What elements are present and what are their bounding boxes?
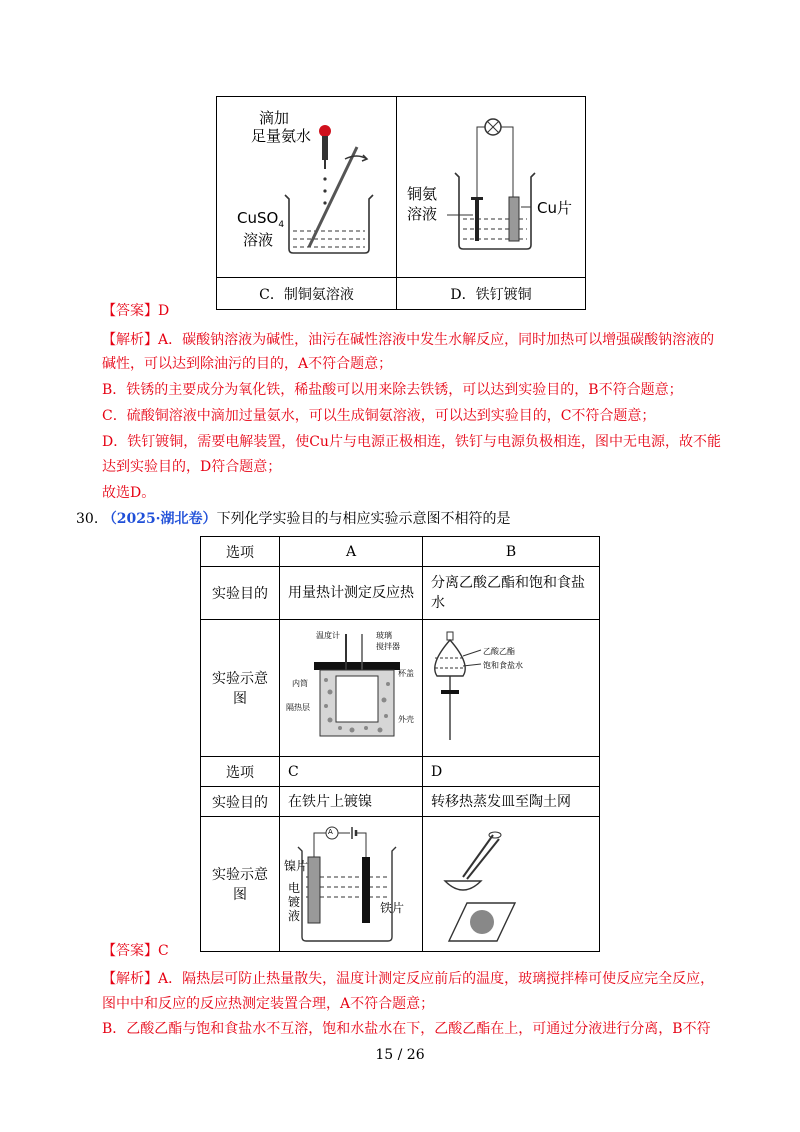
q30-answer: 【答案】C	[102, 943, 169, 959]
q30-options-table	[200, 536, 600, 952]
separatory-funnel-diagram	[423, 620, 599, 752]
cu-plate	[509, 197, 519, 241]
row-diagram-label: 实验示意 图	[201, 620, 280, 757]
question-source: （2025·湖北卷）	[102, 511, 217, 527]
d-caption: D．铁钉镀铜	[397, 278, 586, 310]
label-stirrer: 搅拌器	[376, 642, 400, 651]
q29-analysis-line-7: 故选D。	[102, 485, 156, 501]
d-purpose: 转移热蒸发皿至陶土网	[431, 793, 571, 810]
stopcock	[441, 690, 459, 694]
label-thermometer: 温度计	[316, 631, 340, 640]
c-caption: C．制铜氨溶液	[217, 278, 397, 310]
dropper-tube	[322, 136, 328, 160]
q30-analysis-line-3: B．乙酸乙酯与饱和食盐水不互溶，饱和水盐水在下，乙酸乙酯在上，可通过分液进行分离，B不符	[102, 1021, 711, 1037]
cell-c-diagram	[217, 97, 397, 278]
label-brine: 饱和食盐水	[483, 661, 523, 670]
q30-analysis-line-1: 【解析】A．隔热层可防止热量散失，温度计测定反应前后的温度，玻璃搅拌棒可使反应完全反应，	[102, 971, 715, 987]
lid	[314, 662, 400, 670]
d-diagram-cell	[423, 817, 600, 952]
q29-analysis-line-3: B．铁锈的主要成分为氧化铁，稀盐酸可以用来除去铁锈，可以达到实验目的，B不符合题意；	[102, 382, 683, 398]
label-electrolyte-3: 液	[288, 909, 301, 923]
crucible-tongs	[463, 835, 493, 877]
label-shell: 外壳	[398, 715, 414, 724]
ammeter-label: A	[328, 828, 333, 836]
q29-answer: 【答案】D	[102, 303, 170, 319]
label-inner-cup: 内筒	[292, 679, 308, 688]
header-b: B	[423, 537, 600, 567]
b-diagram-cell	[423, 620, 600, 757]
electroplating-diagram	[280, 817, 422, 947]
inner-cup	[336, 676, 378, 722]
d-label-2: 溶液	[407, 205, 438, 223]
nickel-plate	[308, 857, 320, 923]
label-glass: 玻璃	[376, 631, 392, 640]
q30-stem	[76, 509, 511, 529]
c-label-cuso4: CuSO$_4$	[237, 209, 285, 230]
header-option-2: 选项	[201, 757, 280, 787]
c-label-drop: 滴加	[259, 109, 290, 127]
label-ethyl-acetate: 乙酸乙酯	[483, 647, 515, 656]
row-diagram-label-2: 实验示意 图	[201, 817, 280, 952]
cell-d-diagram	[397, 97, 586, 278]
question-text: 下列化学实验目的与相应实验示意图不相符的是	[216, 511, 511, 527]
beaker	[455, 173, 535, 249]
d-label-cu: Cu片	[537, 199, 572, 217]
label-insulation: 隔热层	[286, 703, 310, 712]
c-diagram-cell	[280, 817, 423, 952]
label-iron: 铁片	[380, 901, 405, 915]
c-label-solution: 溶液	[243, 231, 274, 249]
a-purpose: 用量热计测定反应热	[288, 585, 414, 601]
header-c: C	[288, 763, 299, 780]
c-purpose: 在铁片上镀镍	[288, 793, 372, 810]
glass-rod	[309, 147, 357, 247]
q29-analysis-line-2: 碱性，可以达到除油污的目的，A不符合题意；	[102, 356, 393, 372]
header-d: D	[431, 763, 443, 780]
top-experiment-table	[216, 96, 586, 310]
q29-analysis-line-6: 达到实验目的，D符合题意；	[102, 459, 282, 475]
q30-analysis-line-2: 图中中和反应的反应热测定装置合理，A不符合题意；	[102, 996, 435, 1012]
q29-analysis-line-1: 【解析】A．碳酸钠溶液为碱性，油污在碱性溶液中发生水解反应，同时加热可以增强碳酸钠溶液的	[102, 332, 715, 348]
q29-analysis-line-4: C．硫酸铜溶液中滴加过量氨水，可以生成铜氨溶液，可以达到实验目的，C不符合题意；	[102, 408, 656, 424]
page-number: 15 / 26	[375, 1047, 425, 1063]
label-lid: 杯盖	[398, 669, 414, 678]
header-a: A	[280, 537, 423, 567]
iron-nail	[475, 197, 479, 241]
q29-analysis-line-5: D．铁钉镀铜，需要电解装置，使Cu片与电源正极相连，铁钉与电源负极相连，图中无电源，故不能	[102, 434, 721, 450]
gauze-center	[470, 910, 494, 934]
header-option: 选项	[201, 537, 280, 567]
evaporating-dish-diagram	[423, 817, 599, 947]
label-electrolyte-2: 镀	[288, 895, 301, 909]
c-label-ammonia: 足量氨水	[251, 127, 312, 145]
a-diagram-cell	[280, 620, 423, 757]
row-purpose-label-2: 实验目的	[201, 787, 280, 817]
label-electrolyte-1: 电	[288, 881, 301, 895]
evaporating-dish	[445, 881, 481, 890]
question-number: 30.	[76, 511, 99, 527]
row-purpose-label: 实验目的	[201, 567, 280, 620]
dropper-bulb	[319, 125, 331, 137]
d-label-1: 铜氨	[407, 185, 438, 203]
iron-plate	[362, 857, 370, 923]
b-purpose: 分离乙酸乙酯和饱和食盐 水	[431, 575, 585, 611]
label-nickel: 镍片	[284, 859, 309, 873]
